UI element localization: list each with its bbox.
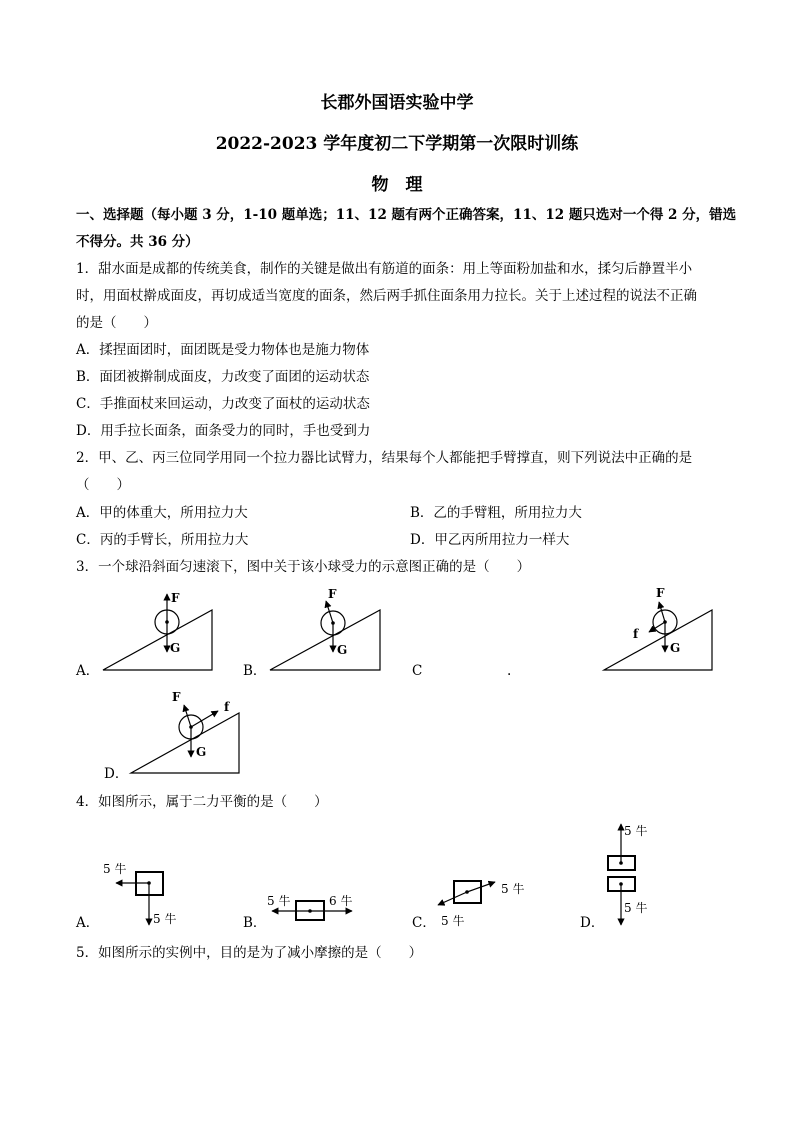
q2-option-b: B．乙的手臂粗，所用拉力大 bbox=[410, 505, 582, 521]
q3b-label-f: F bbox=[328, 587, 337, 601]
school-name: 长郡外国语实验中学 bbox=[320, 93, 474, 113]
q3c-label-f: F bbox=[656, 586, 665, 600]
q4-stem: 4．如图所示，属于二力平衡的是（ ） bbox=[76, 794, 328, 810]
q3-option-c: C bbox=[412, 663, 423, 679]
q2-option-d: D．甲乙丙所用拉力一样大 bbox=[410, 532, 570, 548]
exam-title: 2022-2023 学年度初二下学期第一次限时训练 bbox=[215, 134, 579, 154]
q1-stem-line3: 的是（ ） bbox=[76, 315, 157, 331]
q4-option-a: A． bbox=[76, 915, 100, 931]
q3-diagram-c bbox=[604, 586, 712, 670]
q3-diagram-a bbox=[103, 591, 212, 670]
q3d-label-fr: f bbox=[224, 700, 230, 714]
q3d-label-g: G bbox=[196, 745, 207, 759]
subject-title: 物 理 bbox=[371, 175, 423, 195]
q3-option-a: A． bbox=[76, 663, 100, 679]
q2-option-c: C．丙的手臂长，所用拉力大 bbox=[76, 532, 249, 548]
q3c-label-fr: f bbox=[633, 627, 639, 641]
q1-option-d: D．用手拉长面条，面条受力的同时，手也受到力 bbox=[76, 423, 371, 439]
q3a-label-f: F bbox=[171, 591, 180, 605]
q2-stem-line2: （ ） bbox=[76, 477, 130, 493]
q4-diagram-a bbox=[103, 861, 176, 926]
q4c-label-right: 5 牛 bbox=[501, 882, 525, 896]
q4d-label-down: 5 牛 bbox=[624, 901, 648, 915]
q2-option-a: A．甲的体重大，所用拉力大 bbox=[76, 505, 248, 521]
q4-diagram-d bbox=[608, 823, 647, 925]
q4b-label-right: 6 牛 bbox=[329, 894, 353, 908]
q1-option-a: A．揉捏面团时，面团既是受力物体也是施力物体 bbox=[76, 342, 370, 358]
q4c-label-left: 5 牛 bbox=[441, 914, 465, 928]
q4a-label-down: 5 牛 bbox=[153, 912, 177, 926]
q2-stem-line1: 2．甲、乙、丙三位同学用同一个拉力器比试臂力，结果每个人都能把手臂撑直，则下列说法中正确的是 bbox=[76, 450, 693, 466]
q4-option-c: C． bbox=[412, 915, 436, 931]
q4a-label-left: 5 牛 bbox=[103, 862, 127, 876]
q3-option-c-dot: . bbox=[507, 663, 512, 679]
q1-stem-line1: 1．甜水面是成都的传统美食，制作的关键是做出有筋道的面条：用上等面粉加盐和水，揉匀后静置半小 bbox=[76, 261, 693, 277]
q5-stem: 5．如图所示的实例中，目的是为了减小摩擦的是（ ） bbox=[76, 945, 423, 961]
q4d-label-up: 5 牛 bbox=[624, 824, 648, 838]
q1-option-b: B．面团被擀制成面皮，力改变了面团的运动状态 bbox=[76, 369, 370, 385]
q3-diagram-d bbox=[131, 690, 239, 773]
q4-diagram-b bbox=[267, 893, 352, 920]
q3-diagram-b bbox=[270, 587, 380, 670]
q4-diagram-c bbox=[438, 881, 524, 928]
section-heading-cont: 不得分。共 36 分） bbox=[76, 234, 199, 250]
q4-option-b: B． bbox=[243, 915, 267, 931]
q3-option-b: B． bbox=[243, 663, 267, 679]
q4b-label-left: 5 牛 bbox=[267, 894, 291, 908]
q4-option-d: D． bbox=[580, 915, 605, 931]
q3-figures bbox=[0, 580, 794, 780]
q4-figures bbox=[0, 815, 794, 940]
q3c-label-g: G bbox=[670, 641, 681, 655]
q1-stem-line2: 时，用面杖擀成面皮，再切成适当宽度的面条，然后两手抓住面条用力拉长。关于上述过程的说法不正确 bbox=[76, 288, 697, 304]
q3-stem: 3．一个球沿斜面匀速滚下，图中关于该小球受力的示意图正确的是（ ） bbox=[76, 559, 531, 575]
q1-option-c: C．手推面杖来回运动，力改变了面杖的运动状态 bbox=[76, 396, 370, 412]
q3a-label-g: G bbox=[170, 641, 181, 655]
q3b-label-g: G bbox=[337, 643, 348, 657]
section-heading: 一、选择题（每小题 3 分，1-10 题单选；11、12 题有两个正确答案，11、12 题只选对一个得 2 分，错选 bbox=[76, 207, 737, 223]
q3d-label-f: F bbox=[172, 690, 181, 704]
q3-option-d: D． bbox=[104, 766, 129, 782]
